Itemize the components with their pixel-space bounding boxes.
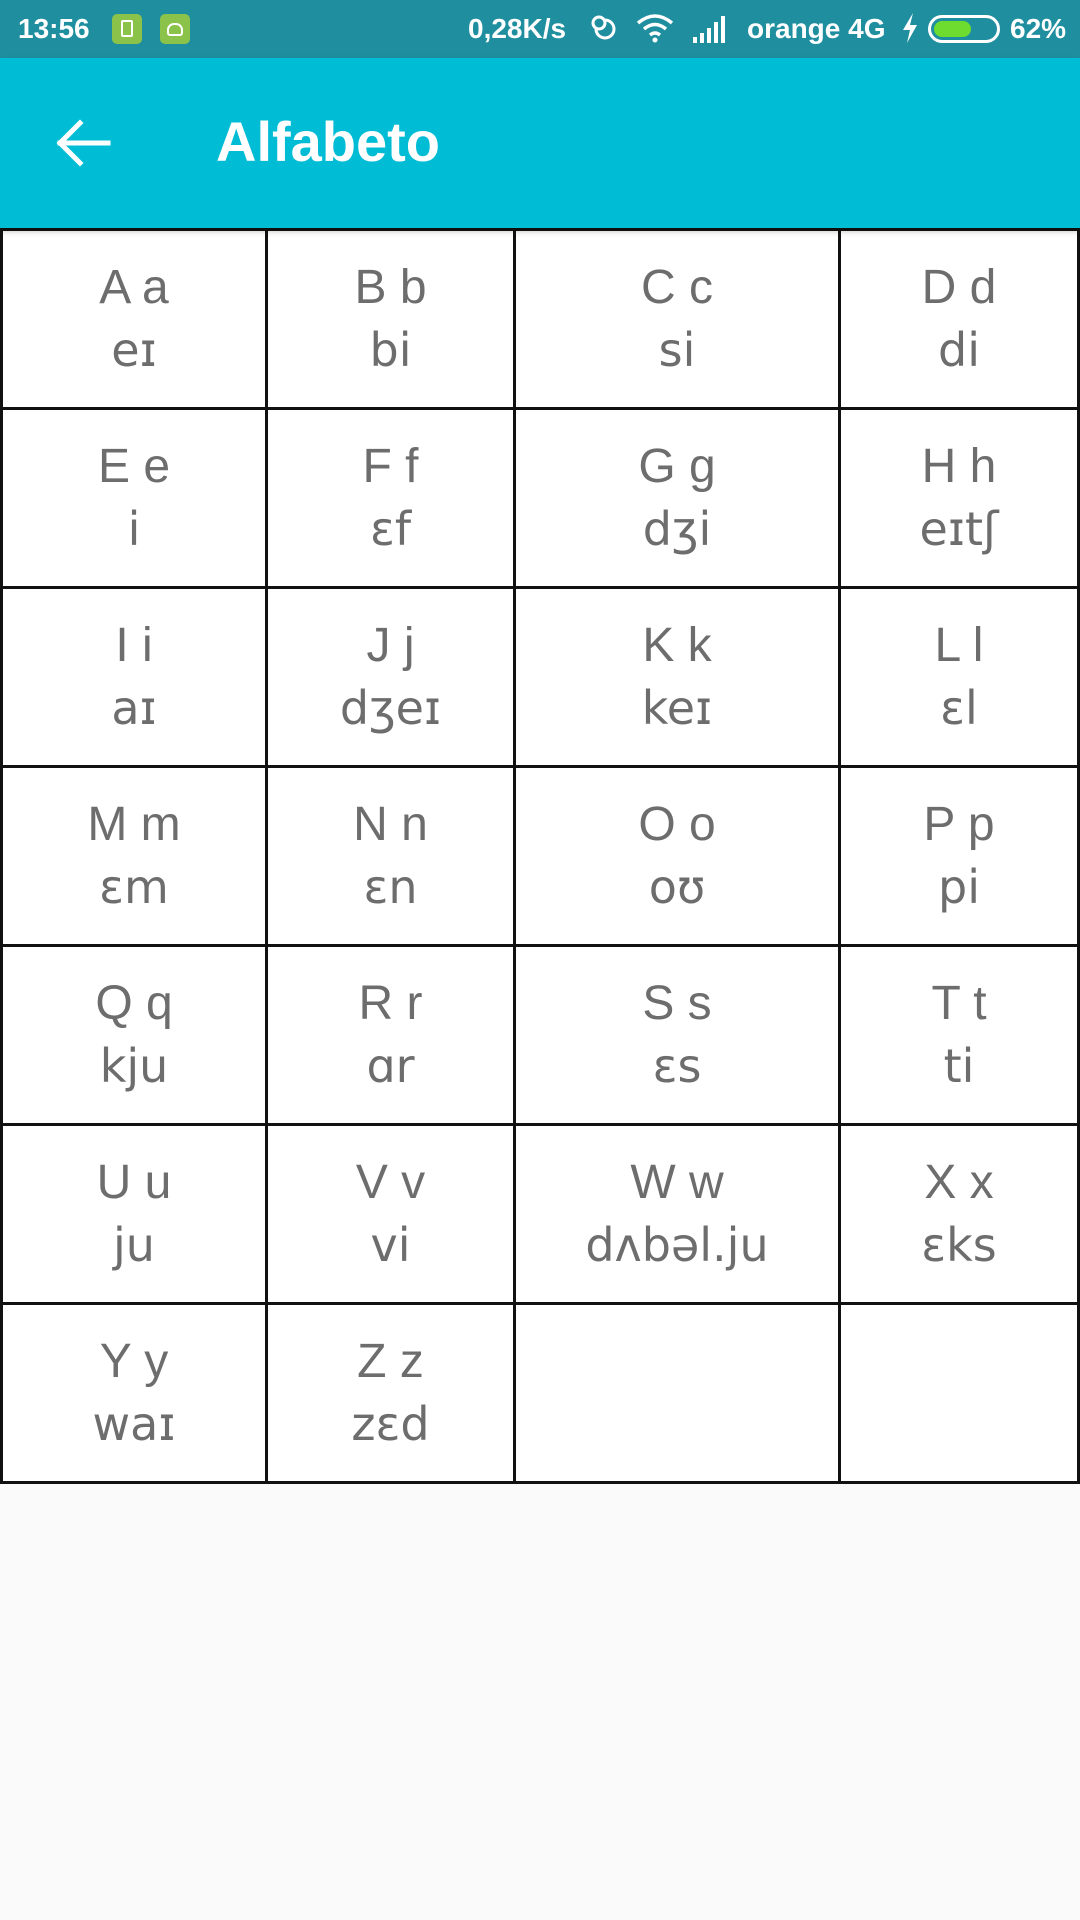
grid-row [0, 407, 1080, 589]
grid-row [0, 765, 1080, 947]
letter-pair: W w [630, 1156, 724, 1209]
letter-pair: A a [99, 261, 169, 314]
pronunciation: ɛks [921, 1218, 997, 1272]
sync-icon [590, 14, 618, 42]
pronunciation: ɛl [940, 681, 978, 735]
pronunciation: ju [113, 1218, 155, 1272]
pronunciation: ti [943, 1039, 975, 1093]
pronunciation: ɑr [366, 1039, 415, 1093]
pronunciation: ɛn [363, 860, 418, 914]
letter-cell[interactable] [513, 944, 841, 1126]
grid-row [0, 586, 1080, 768]
letter-cell[interactable] [513, 586, 841, 768]
letter-pair: U u [96, 1156, 172, 1209]
letter-cell[interactable] [265, 407, 516, 589]
letter-cell[interactable] [0, 1123, 268, 1305]
letter-pair [841, 1305, 1077, 1331]
letter-cell[interactable] [513, 1123, 841, 1305]
back-button[interactable] [40, 103, 124, 183]
letter-pair: Q q [95, 977, 173, 1030]
pronunciation: dʒeɪ [339, 681, 442, 735]
pronunciation: eɪ [111, 323, 157, 377]
pronunciation: oʊ [648, 860, 706, 914]
letter-cell[interactable] [265, 228, 516, 410]
letter-cell[interactable] [0, 228, 268, 410]
pronunciation: aɪ [111, 681, 157, 735]
grid-row [0, 1123, 1080, 1305]
letter-pair: K k [642, 619, 712, 672]
pronunciation: waɪ [92, 1397, 176, 1451]
pronunciation: dʌbəl.ju [585, 1218, 769, 1272]
letter-cell[interactable] [838, 1123, 1080, 1305]
letter-pair: J j [366, 619, 415, 672]
page-title: Alfabeto [216, 110, 440, 173]
letter-pair: H h [921, 440, 997, 493]
letter-cell[interactable] [0, 765, 268, 947]
battery-icon [928, 15, 1000, 43]
pronunciation: dʒi [642, 502, 712, 556]
letter-cell[interactable] [513, 765, 841, 947]
network-speed: 0,28K/s [468, 13, 567, 44]
pronunciation: ɛs [652, 1039, 702, 1093]
pronunciation: kju [99, 1039, 169, 1093]
letter-cell[interactable] [265, 1123, 516, 1305]
wifi-icon [636, 13, 674, 43]
letter-cell[interactable] [513, 407, 841, 589]
letter-pair: S s [642, 977, 712, 1030]
pronunciation: di [938, 323, 980, 377]
letter-pair: B b [354, 261, 427, 314]
alphabet-grid [0, 228, 1080, 1480]
pronunciation: keɪ [641, 681, 713, 735]
letter-cell[interactable] [265, 765, 516, 947]
status-time: 13:56 [18, 13, 90, 44]
android-notification-icon [160, 14, 190, 44]
pronunciation: bi [369, 323, 412, 377]
letter-pair: X x [924, 1156, 994, 1209]
grid-row [0, 944, 1080, 1126]
pronunciation: i [127, 502, 141, 556]
app-bar [0, 58, 1080, 228]
pronunciation: eɪtʃ [919, 502, 999, 556]
pronunciation: pi [938, 860, 980, 914]
status-bar [0, 0, 1080, 58]
pronunciation: zɛd [351, 1397, 430, 1451]
letter-pair: Y y [99, 1335, 169, 1388]
battery-notification-icon [112, 14, 142, 44]
letter-pair: E e [97, 440, 171, 493]
pronunciation: ɛm [99, 860, 169, 914]
signal-icon [692, 15, 730, 43]
letter-cell[interactable] [513, 228, 841, 410]
empty-cell [838, 1302, 1080, 1484]
letter-pair: G g [638, 440, 716, 493]
letter-cell[interactable] [0, 407, 268, 589]
pronunciation: ɛf [369, 502, 412, 556]
carrier-label: orange 4G [747, 13, 886, 44]
pronunciation: si [658, 323, 696, 377]
grid-row [0, 1302, 1080, 1484]
letter-cell[interactable] [838, 407, 1080, 589]
letter-cell[interactable] [838, 228, 1080, 410]
letter-cell[interactable] [0, 944, 268, 1126]
charging-icon [900, 12, 920, 44]
letter-cell[interactable] [0, 1302, 268, 1484]
letter-pair: F f [362, 440, 419, 493]
letter-pair: N n [353, 798, 428, 851]
letter-cell[interactable] [0, 586, 268, 768]
letter-pair: Z z [357, 1335, 424, 1388]
letter-cell[interactable] [265, 944, 516, 1126]
letter-pair: P p [923, 798, 995, 851]
letter-cell[interactable] [265, 1302, 516, 1484]
grid-row [0, 228, 1080, 410]
letter-pair: R r [358, 977, 423, 1030]
letter-pair: O o [638, 798, 716, 851]
battery-fill [934, 21, 971, 37]
empty-cell [513, 1302, 841, 1484]
letter-pair: I i [115, 619, 153, 672]
letter-pair: L l [934, 619, 984, 672]
letter-pair: M m [87, 798, 181, 851]
pronunciation: vi [370, 1218, 411, 1272]
letter-cell[interactable] [838, 944, 1080, 1126]
letter-cell[interactable] [265, 586, 516, 768]
battery-percent: 62% [1010, 13, 1067, 44]
letter-pair: C c [641, 261, 713, 314]
letter-pair [516, 1305, 838, 1331]
letter-cell[interactable] [838, 765, 1080, 947]
letter-pair: V v [355, 1156, 426, 1209]
letter-pair: D d [921, 261, 997, 314]
letter-pair: T t [931, 977, 987, 1030]
letter-cell[interactable] [838, 586, 1080, 768]
arrow-back-icon [40, 103, 124, 183]
